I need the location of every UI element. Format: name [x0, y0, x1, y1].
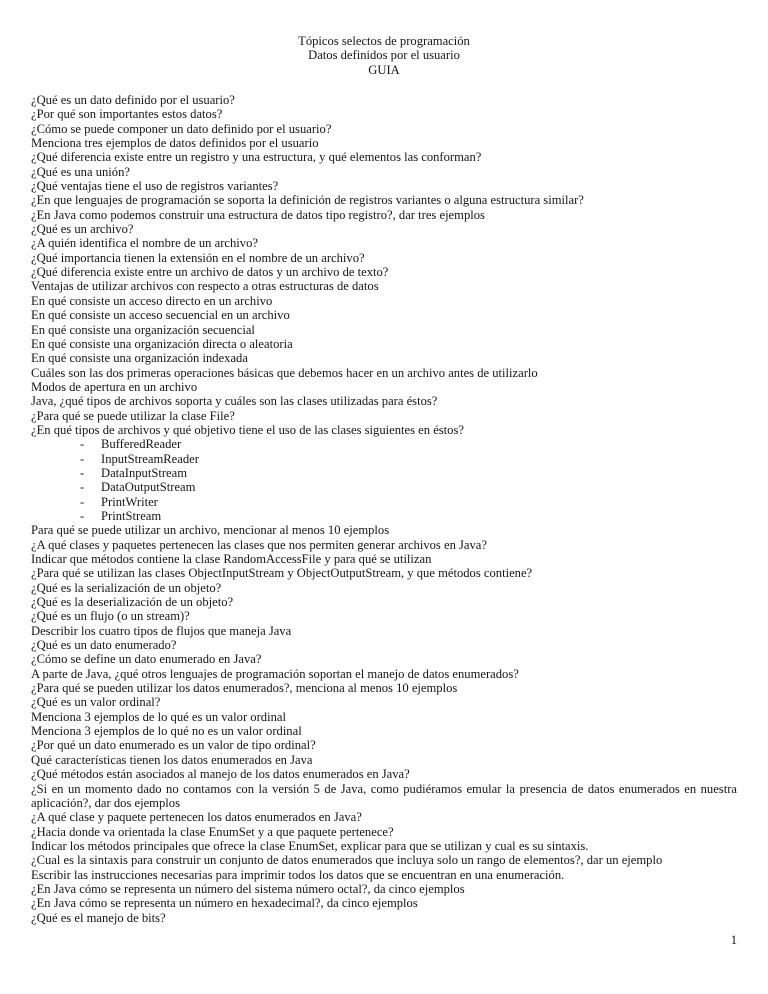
question-line: Ventajas de utilizar archivos con respecto a otras estructuras de datos	[31, 279, 379, 294]
question-line: En qué consiste un acceso secuencial en un archivo	[31, 308, 290, 323]
question-line: Menciona tres ejemplos de datos definidos por el usuario	[31, 136, 319, 151]
header-guia-line: GUIA	[368, 62, 400, 77]
question-list-part2	[31, 523, 737, 781]
bullet-dash: -	[80, 451, 85, 466]
question-line: ¿Qué métodos están asociados al manejo de los datos enumerados en Java?	[31, 767, 410, 782]
header-subtitle-line: Datos definidos por el usuario	[308, 48, 460, 63]
question-line: ¿Cual es la sintaxis para construir un conjunto de datos enumerados que incluya solo un rango de elementos?, dar un ejemplo	[31, 853, 663, 868]
question-line: Cuáles son las dos primeras operaciones básicas que debemos hacer en un archivo antes de utilizarlo	[31, 365, 538, 380]
bullet-dash: -	[80, 508, 85, 523]
list-item-label: PrintStream	[101, 508, 162, 523]
page-number: 1	[730, 933, 737, 947]
question-line: ¿En qué tipos de archivos y qué objetivo tiene el uso de las clases siguientes en éstos?	[31, 422, 464, 437]
header-title-line: Tópicos selectos de programación	[298, 34, 470, 48]
question-line-wrapped: ¿Si en un momento dado no contamos con la versión 5 de Java, como pudiéramos emular la presencia de datos enumerados en nuestra aplicación?, dar dos ejemplos	[31, 781, 737, 810]
question-line: ¿Qué es un archivo?	[31, 222, 134, 237]
question-line: Modos de apertura en un archivo	[31, 379, 198, 394]
list-item-label: DataOutputStream	[101, 480, 196, 495]
question-line: ¿Por qué son importantes estos datos?	[31, 107, 223, 122]
question-line: Indicar los métodos principales que ofrece la clase EnumSet, explicar para que se utilizan y cual es su sintaxis.	[31, 838, 589, 853]
question-line: ¿Qué es la serialización de un objeto?	[31, 580, 222, 595]
list-item	[31, 466, 737, 480]
list-item-label: InputStreamReader	[101, 451, 199, 466]
question-line: Indicar que métodos contiene la clase RandomAccessFile y para qué se utilizan	[31, 552, 432, 566]
list-item-label: PrintWriter	[101, 494, 158, 509]
bullet-dash: -	[80, 437, 85, 452]
question-line: ¿A qué clases y paquetes pertenecen las clases que nos permiten generar archivos en Java?	[31, 537, 487, 552]
question-line: ¿Qué diferencia existe entre un registro y una estructura, y qué elementos las conforman?	[31, 150, 482, 165]
question-line: En qué consiste un acceso directo en un archivo	[31, 293, 273, 308]
question-line: ¿Qué diferencia existe entre un archivo de datos y un archivo de texto?	[31, 265, 389, 280]
question-line: ¿Qué es la deserialización de un objeto?	[31, 595, 234, 610]
question-line: ¿Para qué se pueden utilizar los datos enumerados?, menciona al menos 10 ejemplos	[31, 681, 458, 696]
document-header	[31, 34, 737, 77]
question-line: ¿A quién identifica el nombre de un archivo?	[31, 236, 258, 251]
question-line: A parte de Java, ¿qué otros lenguajes de programación soportan el manejo de datos enumerados?	[31, 666, 519, 681]
list-item	[31, 495, 737, 509]
question-line: ¿En Java como podemos construir una estructura de datos tipo registro?, dar tres ejemplos	[31, 207, 485, 222]
question-line: ¿Cómo se define un dato enumerado en Java?	[31, 652, 262, 667]
question-list-part1	[31, 93, 737, 437]
question-line: ¿Para qué se utilizan las clases ObjectInputStream y ObjectOutputStream, y que métodos contiene?	[31, 566, 533, 581]
question-list-part3	[31, 810, 737, 925]
question-line: ¿Qué es un valor ordinal?	[31, 695, 161, 710]
question-line: Qué características tienen los datos enumerados en Java	[31, 752, 313, 767]
question-line: ¿Qué es el manejo de bits?	[31, 910, 166, 925]
question-line: ¿Qué es un dato definido por el usuario?	[31, 93, 235, 107]
question-line: ¿Qué es una unión?	[31, 164, 130, 179]
list-item-label: BufferedReader	[101, 437, 182, 452]
question-line: Para qué se puede utilizar un archivo, mencionar al menos 10 ejemplos	[31, 523, 390, 538]
question-line: ¿Qué es un dato enumerado?	[31, 638, 177, 653]
question-line: Escribir las instrucciones necesarias para imprimir todos los datos que se encuentran en una enumeración.	[31, 867, 565, 882]
question-line: En qué consiste una organización secuencial	[31, 322, 255, 337]
question-line: Menciona 3 ejemplos de lo qué no es un valor ordinal	[31, 724, 302, 739]
question-line: ¿Por qué un dato enumerado es un valor de tipo ordinal?	[31, 738, 316, 753]
question-line: ¿Cómo se puede componer un dato definido por el usuario?	[31, 121, 332, 136]
question-line: ¿En Java cómo se representa un número en hexadecimal?, da cinco ejemplos	[31, 896, 418, 911]
question-line: ¿Hacia donde va orientada la clase EnumSet y a que paquete pertenece?	[31, 824, 394, 839]
java-class-list	[31, 437, 737, 523]
list-item	[31, 509, 737, 523]
list-item	[31, 437, 737, 451]
bullet-dash: -	[80, 494, 85, 509]
question-line: ¿A qué clase y paquete pertenecen los datos enumerados en Java?	[31, 810, 362, 825]
question-line: Menciona 3 ejemplos de lo qué es un valor ordinal	[31, 709, 286, 724]
question-line: En qué consiste una organización directa o aleatoria	[31, 336, 293, 351]
question-line: ¿En que lenguajes de programación se soporta la definición de registros variantes o alguna estructura similar?	[31, 193, 584, 208]
question-line: Java, ¿qué tipos de archivos soporta y cuáles son las clases utilizadas para éstos?	[31, 394, 438, 409]
list-item-label: DataInputStream	[101, 465, 188, 480]
list-item	[31, 452, 737, 466]
bullet-dash: -	[80, 480, 85, 495]
bullet-dash: -	[80, 465, 85, 480]
question-line: ¿Qué importancia tienen la extensión en el nombre de un archivo?	[31, 250, 365, 265]
question-line: ¿Para qué se puede utilizar la clase File?	[31, 408, 235, 423]
question-line: ¿Qué ventajas tiene el uso de registros variantes?	[31, 179, 279, 194]
question-line: ¿Qué es un flujo (o un stream)?	[31, 609, 190, 624]
question-line: ¿En Java cómo se representa un número del sistema número octal?, da cinco ejemplos	[31, 881, 465, 896]
question-line: Describir los cuatro tipos de flujos que maneja Java	[31, 623, 292, 638]
question-line: En qué consiste una organización indexada	[31, 351, 248, 366]
document-body	[31, 93, 737, 925]
list-item	[31, 480, 737, 494]
